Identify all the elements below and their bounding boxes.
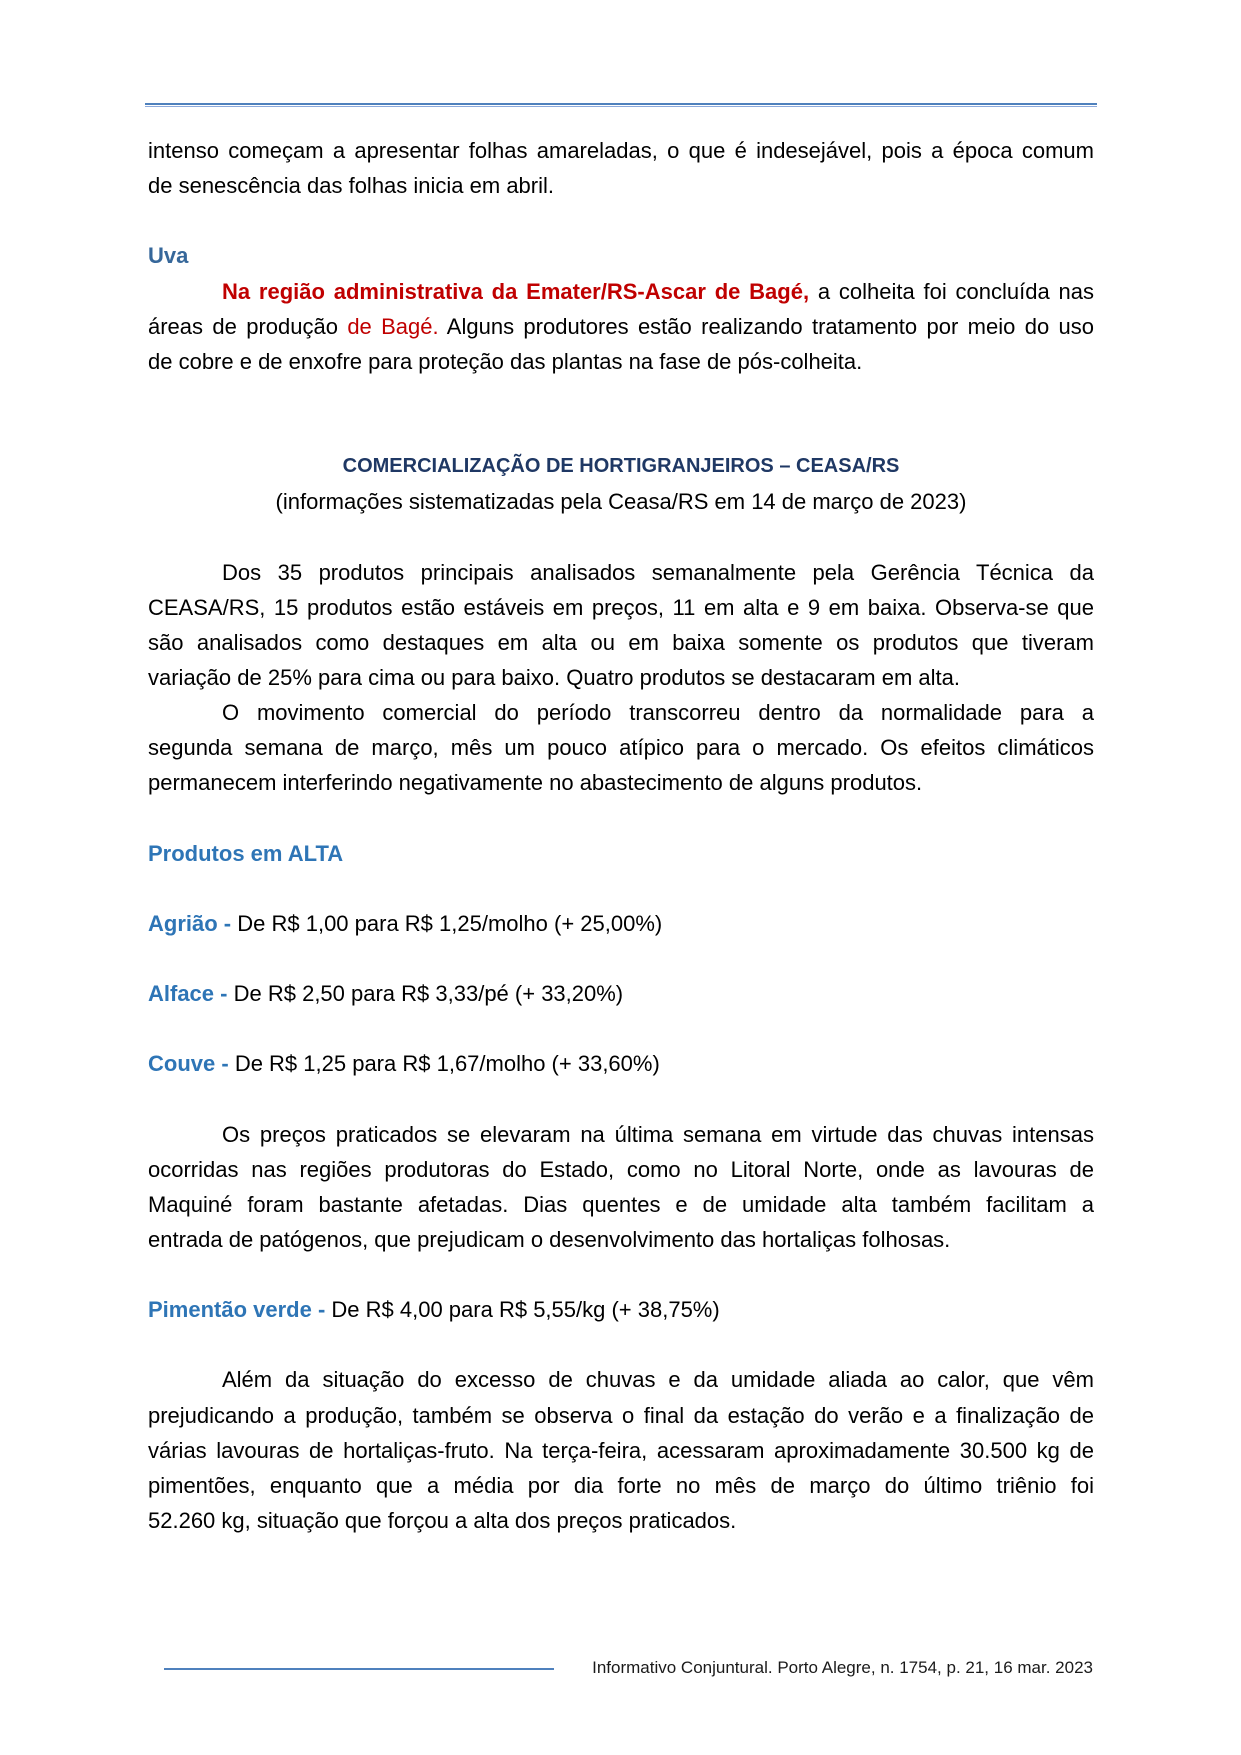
uva-paragraph [148,274,1094,379]
product-name: Alface - [148,981,228,1006]
header-rule [145,103,1097,107]
text-line: 52.260 kg, situação que forçou a alta dos preços praticados. [148,1507,737,1533]
text-line: pimentões, enquanto que a média por dia forte no mês de março do último triênio foi [148,1472,1094,1498]
ceasa-title: COMERCIALIZAÇÃO DE HORTIGRANJEIROS – CEASA/RS [342,455,900,478]
text-line: Maquiné foram bastante afetadas. Dias quentes e de umidade alta também facilitam a [148,1191,1094,1217]
text-line: várias lavouras de hortaliças-fruto. Na terça-feira, acessaram aproximadamente 30.500 kg de [148,1437,1094,1463]
footer-citation: Informativo Conjuntural. Porto Alegre, n. 1754, p. 21, 16 mar. 2023 [592,1658,1093,1677]
product-name: Pimentão verde - [148,1297,326,1323]
page-body [148,133,1094,1538]
product-line-alface [148,976,1094,1011]
place-highlight: de Bagé. [347,313,439,339]
text-segment: a colheita foi concluída nas [817,278,1094,304]
ceasa-subtitle: (informações sistematizadas pela Ceasa/RS em 14 de março de 2023) [275,489,967,515]
section-heading-uva: Uva [148,243,189,269]
continuation-paragraph [148,133,1094,203]
text-line: permanecem interferindo negativamente no abastecimento de alguns produtos. [148,770,923,796]
product-line-couve [148,1046,1094,1081]
product-line-pimentao-verde [148,1292,1094,1327]
product-line-agriao [148,906,1094,941]
leafy-comment-paragraph [148,1117,1094,1258]
text-line: de cobre e de enxofre para proteção das plantas na fase de pós-colheita. [148,348,863,374]
price-change: De R$ 1,00 para R$ 1,25/molho (+ 25,00%) [237,910,663,936]
price-change: De R$ 2,50 para R$ 3,33/pé (+ 33,20%) [233,981,624,1006]
text-line: entrada de patógenos, que prejudicam o desenvolvimento das hortaliças folhosas. [148,1226,951,1252]
text-line: intenso começam a apresentar folhas amareladas, o que é indesejável, pois a época comum [148,138,1094,163]
text-line [148,309,1094,344]
price-change: De R$ 1,25 para R$ 1,67/molho (+ 33,60%) [234,1051,660,1077]
product-name: Couve - [148,1051,229,1077]
text-line: variação de 25% para cima ou para baixo. Quatro produtos se destacaram em alta. [148,664,961,690]
section-heading-alta: Produtos em ALTA [148,840,344,866]
text-line: Dos 35 produtos principais analisados semanalmente pela Gerência Técnica da [222,559,1094,585]
text-line: Além da situação do excesso de chuvas e da umidade aliada ao calor, que vêm [222,1367,1094,1393]
text-line: O movimento comercial do período transcorreu dentro da normalidade para a [222,700,1094,725]
text-line: ocorridas nas regiões produtoras do Estado, como no Litoral Norte, onde as lavouras de [148,1156,1094,1182]
region-highlight: Na região administrativa da Emater/RS-Ascar de Bagé, [222,278,810,304]
text-line: Os preços praticados se elevaram na última semana em virtude das chuvas intensas [222,1121,1094,1147]
ceasa-summary-paragraph [148,555,1094,696]
text-line: CEASA/RS, 15 produtos estão estáveis em preços, 11 em alta e 9 em baixa. Observa-se que [148,594,1094,620]
text-line: de senescência das folhas inicia em abril. [148,173,555,199]
text-line: prejudicando a produção, também se observa o final da estação do verão e a finalização de [148,1402,1094,1428]
ceasa-market-paragraph [148,695,1094,800]
text-line [148,274,1094,309]
price-change: De R$ 4,00 para R$ 5,55/kg (+ 38,75%) [331,1297,720,1323]
footer-rule [164,1668,554,1670]
text-line: são analisados como destaques em alta ou em baixa somente os produtos que tiveram [148,629,1094,655]
product-name: Agrião - [148,910,232,936]
text-segment: áreas de produção [148,313,338,339]
text-line: segunda semana de março, mês um pouco atípico para o mercado. Os efeitos climáticos [148,735,1094,761]
text-segment: Alguns produtores estão realizando tratamento por meio do uso [446,313,1094,339]
pepper-comment-paragraph [148,1362,1094,1538]
